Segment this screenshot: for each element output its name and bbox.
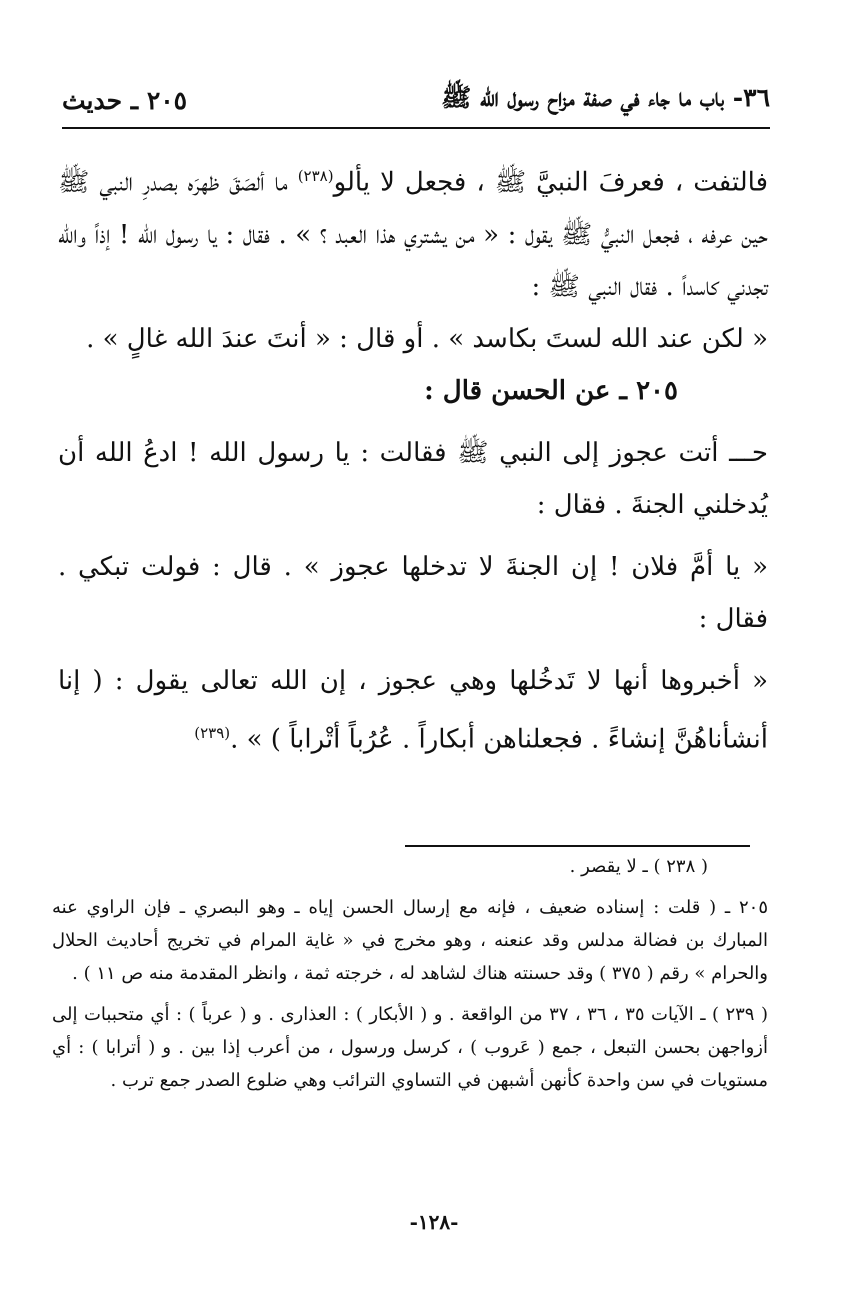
- text-line: فالتفت ، فعرفَ النبيَّ ﷺ ، فجعل لا يألو: [333, 167, 769, 198]
- footnote-205: ٢٠٥ ـ ( قلت : إسناده ضعيف ، فإنه مع إرسال الحسن إياه ـ وهو البصري ـ فإن الراوي عنه المبارك بن فضالة مدلس وقد عنعنه ، وهو مخرج في « غاية المرام في تخريج أحاديث الحلال والحرام » رقم ( ٣٧٥ ) وقد حسنته هناك لشاهد له ، خرجته ثمة ، وانظر المقدمة منه ص ١١ ) .: [52, 897, 768, 984]
- footnote-ref-239: (٢٣٩): [194, 723, 231, 742]
- footnote-divider: [405, 845, 750, 847]
- footnotes: [52, 850, 768, 1105]
- footnote-ref-238: (٢٣٨): [297, 167, 334, 185]
- page-header: [62, 80, 770, 120]
- quote-2: [58, 655, 768, 766]
- text-paragraph-1: [58, 150, 768, 313]
- spacer: [58, 645, 768, 655]
- main-text: [58, 150, 768, 765]
- text-paragraph-2: « لكن عند الله لستَ بكاسد » . أو قال : « أنتَ عندَ الله غالٍ » .: [86, 323, 768, 354]
- quote-2-text: « أخبروها أنها لا تَدخُلها وهي عجوز ، إن الله تعالى يقول : ( إنا أنشأناهُنَّ إنشاءً . فجعلناهن أبكاراً . عُرُباً أتْراباً ) » .: [58, 665, 768, 755]
- page-number: -١٢٨-: [409, 1210, 459, 1234]
- hadith-reference: ٢٠٥ ـ حديث: [62, 85, 188, 115]
- hadith-heading: ٢٠٥ ـ عن الحسن قال :: [424, 375, 678, 406]
- chapter-title: ٣٦- باب ما جاء في صفة مزاح رسول الله ﷺ: [441, 82, 770, 112]
- spacer: [58, 417, 768, 427]
- footnote-239: ( ٢٣٩ ) ـ الآيات ٣٥ ، ٣٦ ، ٣٧ من الواقعة . و ( الأبكار ) : العذارى . و ( عرباً ) : أي متحببات إلى أزواجهن بحسن التبعل ، جمع ( عَروب ) ، كرسل ورسول ، من أعرب إذا بين . و ( أترابا ) : أي مستويات في سن واحدة كأنهن أشبهن في التساوي الترائب وهي ضلوع الصدر جمع ترب .: [52, 1004, 768, 1091]
- footnote-238: ( ٢٣٨ ) ـ لا يقصر .: [569, 856, 708, 877]
- spacer: [58, 531, 768, 541]
- header-divider: [62, 127, 770, 129]
- hadith-text: حـــ أتت عجوز إلى النبي ﷺ فقالت : يا رسول الله ! ادعُ الله أن يُدخلني الجنةَ . فقال :: [58, 437, 768, 520]
- quote-1: « يا أمَّ فلان ! إن الجنةَ لا تدخلها عجوز » . قال : فولت تبكي . فقال :: [58, 551, 768, 634]
- text-line: ما ألصَقَ ظهرَه بصدرِ النبي ﷺ حين عرفه ، فجعل النبيُّ ﷺ يقول : « من يشتري هذا العبد ؟ » . فقال : يا رسول الله ! إذاً والله تجدني كاسداً . فقال النبي ﷺ :: [58, 167, 768, 302]
